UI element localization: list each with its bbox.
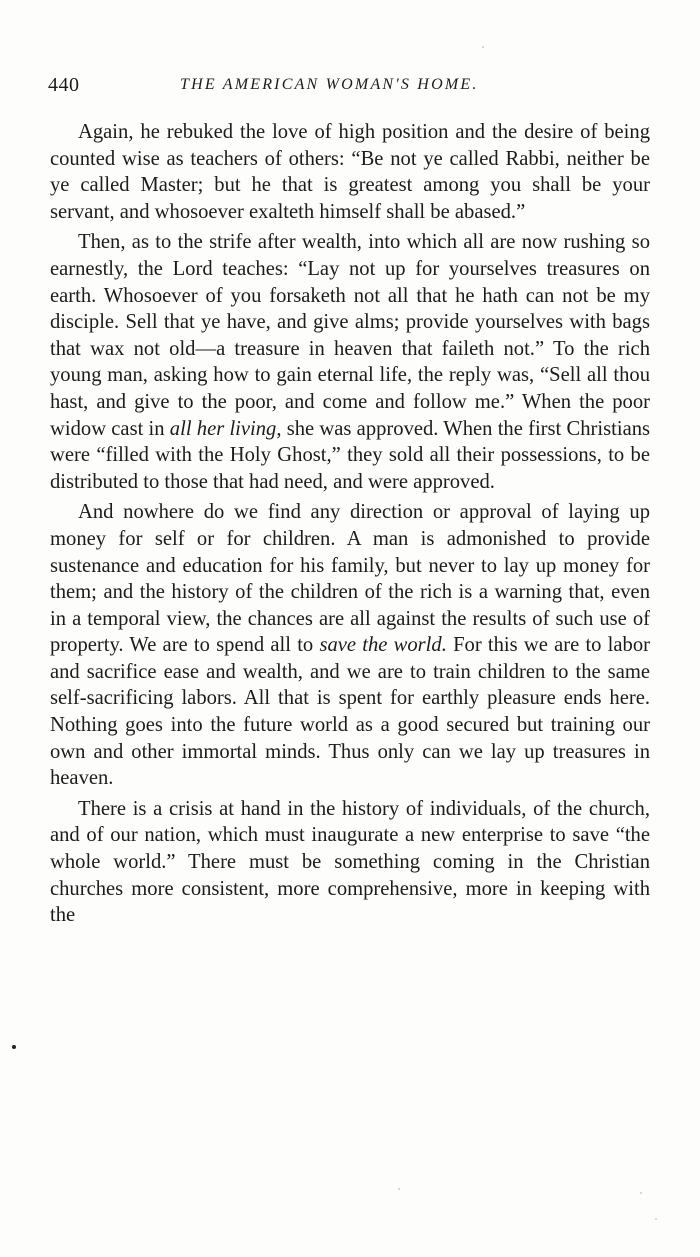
paragraph bbox=[50, 229, 650, 495]
paragraph-text: For this we are to labor and sacrifice ease and wealth, and we are to train children to the same self-sacrificing labors. All that is spent for earthly pleasure ends here. Nothing goes into the future world as a good secured but training our own and other immortal minds. Thus only can we lay up treasures in heaven. bbox=[50, 634, 650, 790]
paragraph bbox=[50, 796, 650, 929]
paper-speck bbox=[640, 1192, 642, 1194]
paper-speck bbox=[398, 1188, 400, 1190]
italic-text: all her living bbox=[169, 417, 277, 440]
paragraph bbox=[50, 119, 650, 225]
body-text bbox=[50, 119, 650, 933]
page-number: 440 bbox=[48, 74, 80, 96]
paragraph-text: Again, he rebuked the love of high position and the desire of being counted wise as teachers of others: “Be not ye called Rabbi, neither be ye called Master; but he that is greatest among you shall be your servant, and whosoever exalteth himself shall be abased.” bbox=[50, 121, 650, 223]
running-head: THE AMERICAN WOMAN'S HOME. bbox=[180, 76, 479, 93]
paragraph-text: Then, as to the strife after wealth, into which all are now rushing so earnestly, the Lord teaches: “Lay not up for yourselves treasures on earth. Whosoever of you forsaketh not all that he hath can not be my disciple. Sell that ye have, and give alms; provide yourselves with bags that wax not old—a treasure in heaven that faileth not.” To the rich young man, asking how to gain eternal life, the reply was, “Sell all thou hast, and give to the poor, and come and follow me.” When the poor widow cast in bbox=[50, 231, 650, 440]
paper-speck bbox=[655, 1218, 657, 1220]
paper-speck bbox=[482, 46, 484, 48]
italic-text: save the world. bbox=[319, 634, 447, 657]
margin-mark bbox=[12, 1045, 16, 1049]
page-header bbox=[48, 74, 660, 102]
paragraph-text: , she was approved. When the first Christians were “filled with the Holy Ghost,” they sold all their possessions, to be distributed to those that had need, and were approved. bbox=[50, 417, 651, 493]
paragraph-text: And nowhere do we find any direction or approval of laying up money for self or for children. A man is admonished to provide sustenance and education for his family, but never to lay up money for them; and the history of the children of the rich is a warning that, even in a temporal view, the chances are all against the results of such use of property. We are to spend all to bbox=[50, 501, 650, 657]
paragraph-text: There is a crisis at hand in the history of individuals, of the church, and of our nation, which must inaugurate a new enterprise to save “the whole world.” There must be something coming in the Christian churches more consistent, more comprehensive, more in keeping with the bbox=[50, 797, 650, 927]
paragraph bbox=[50, 499, 650, 792]
